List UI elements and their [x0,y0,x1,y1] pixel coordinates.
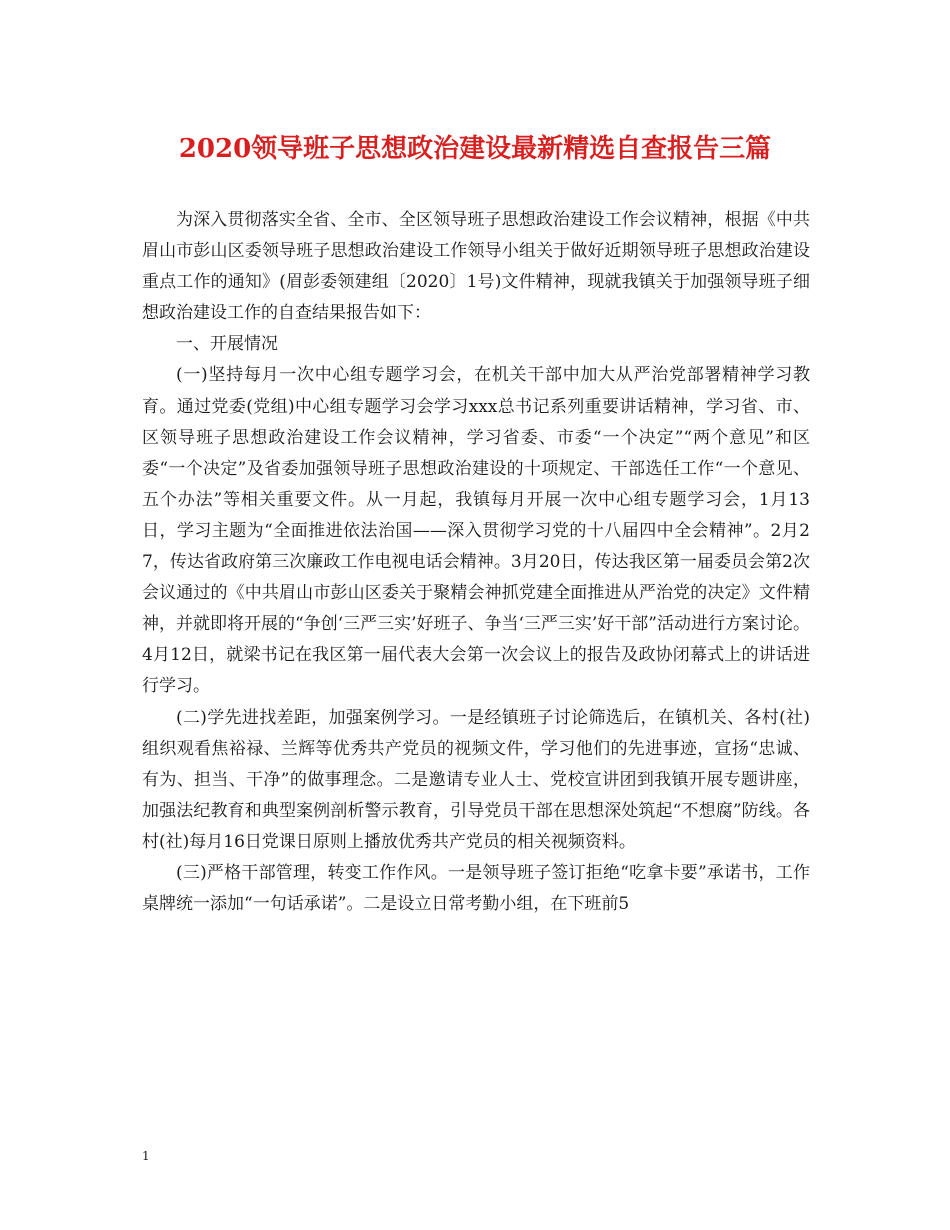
section-heading-overview: 一、开展情况 [176,334,278,355]
document-title: 2020领导班子思想政治建设最新精选自查报告三篇 [178,134,772,164]
paragraph-intro: 为深入贯彻落实全省、全市、全区领导班子思想政治建设工作会议精神，根据《中共眉山市彭山区委领导班子思想政治建设工作领导小组关于做好近期领导班子思想政治建设重点工作的通知》(眉彭委领建组〔2020〕1号)文件精神，现就我镇关于加强领导班子细想政治建设工作的自查结果报告如下： [142,210,810,324]
paragraph-item-1: (一)坚持每月一次中心组专题学习会，在机关干部中加大从严治党部署精神学习教育。通过党委(党组)中心组专题学习会学习xxx总书记系列重要讲话精神，学习省、市、区领导班子思想政治建设工作会议精神，学习省委、市委“一个决定”“两个意见”和区委“一个决定”及省委加强领导班子思想政治建设的十项规定、干部选任工作“一个意见、五个办法”等相关重要文件。从一月起，我镇每月开展一次中心组专题学习会，1月13日，学习主题为“全面推进依法治国——深入贯彻学习党的十八届四中全会精神”。2月27，传达省政府第三次廉政工作电视电话会精神。3月20日，传达我区第一届委员会第2次会议通过的《中共眉山市彭山区委关于聚精会神抓党建全面推进从严治党的决定》文件精神，并就即将开展的“争创‘三严三实’好班子、争当‘三严三实’好干部”活动进行方案讨论。4月12日，就梁书记在我区第一届代表大会第一次会议上的报告及政协闭幕式上的讲话进行学习。 [142,365,810,697]
paragraph-item-3: (三)严格干部管理，转变工作作风。一是领导班子签订拒绝“吃拿卡要”承诺书，工作桌牌统一添加“一句话承诺”。二是设立日常考勤小组，在下班前5 [142,862,810,915]
document-body [142,205,810,920]
paragraph-item-2: (二)学先进找差距，加强案例学习。一是经镇班子讨论筛选后，在镇机关、各村(社)组织观看焦裕禄、兰辉等优秀共产党员的视频文件，学习他们的先进事迹，宣扬“忠诚、有为、担当、干净”的做事理念。二是邀请专业人士、党校宣讲团到我镇开展专题讲座，加强法纪教育和典型案例剖析警示教育，引导党员干部在思想深处筑起“不想腐”防线。各村(社)每月16日党课日原则上播放优秀共产党员的相关视频资料。 [142,707,810,852]
page-number: 1 [142,1149,150,1163]
